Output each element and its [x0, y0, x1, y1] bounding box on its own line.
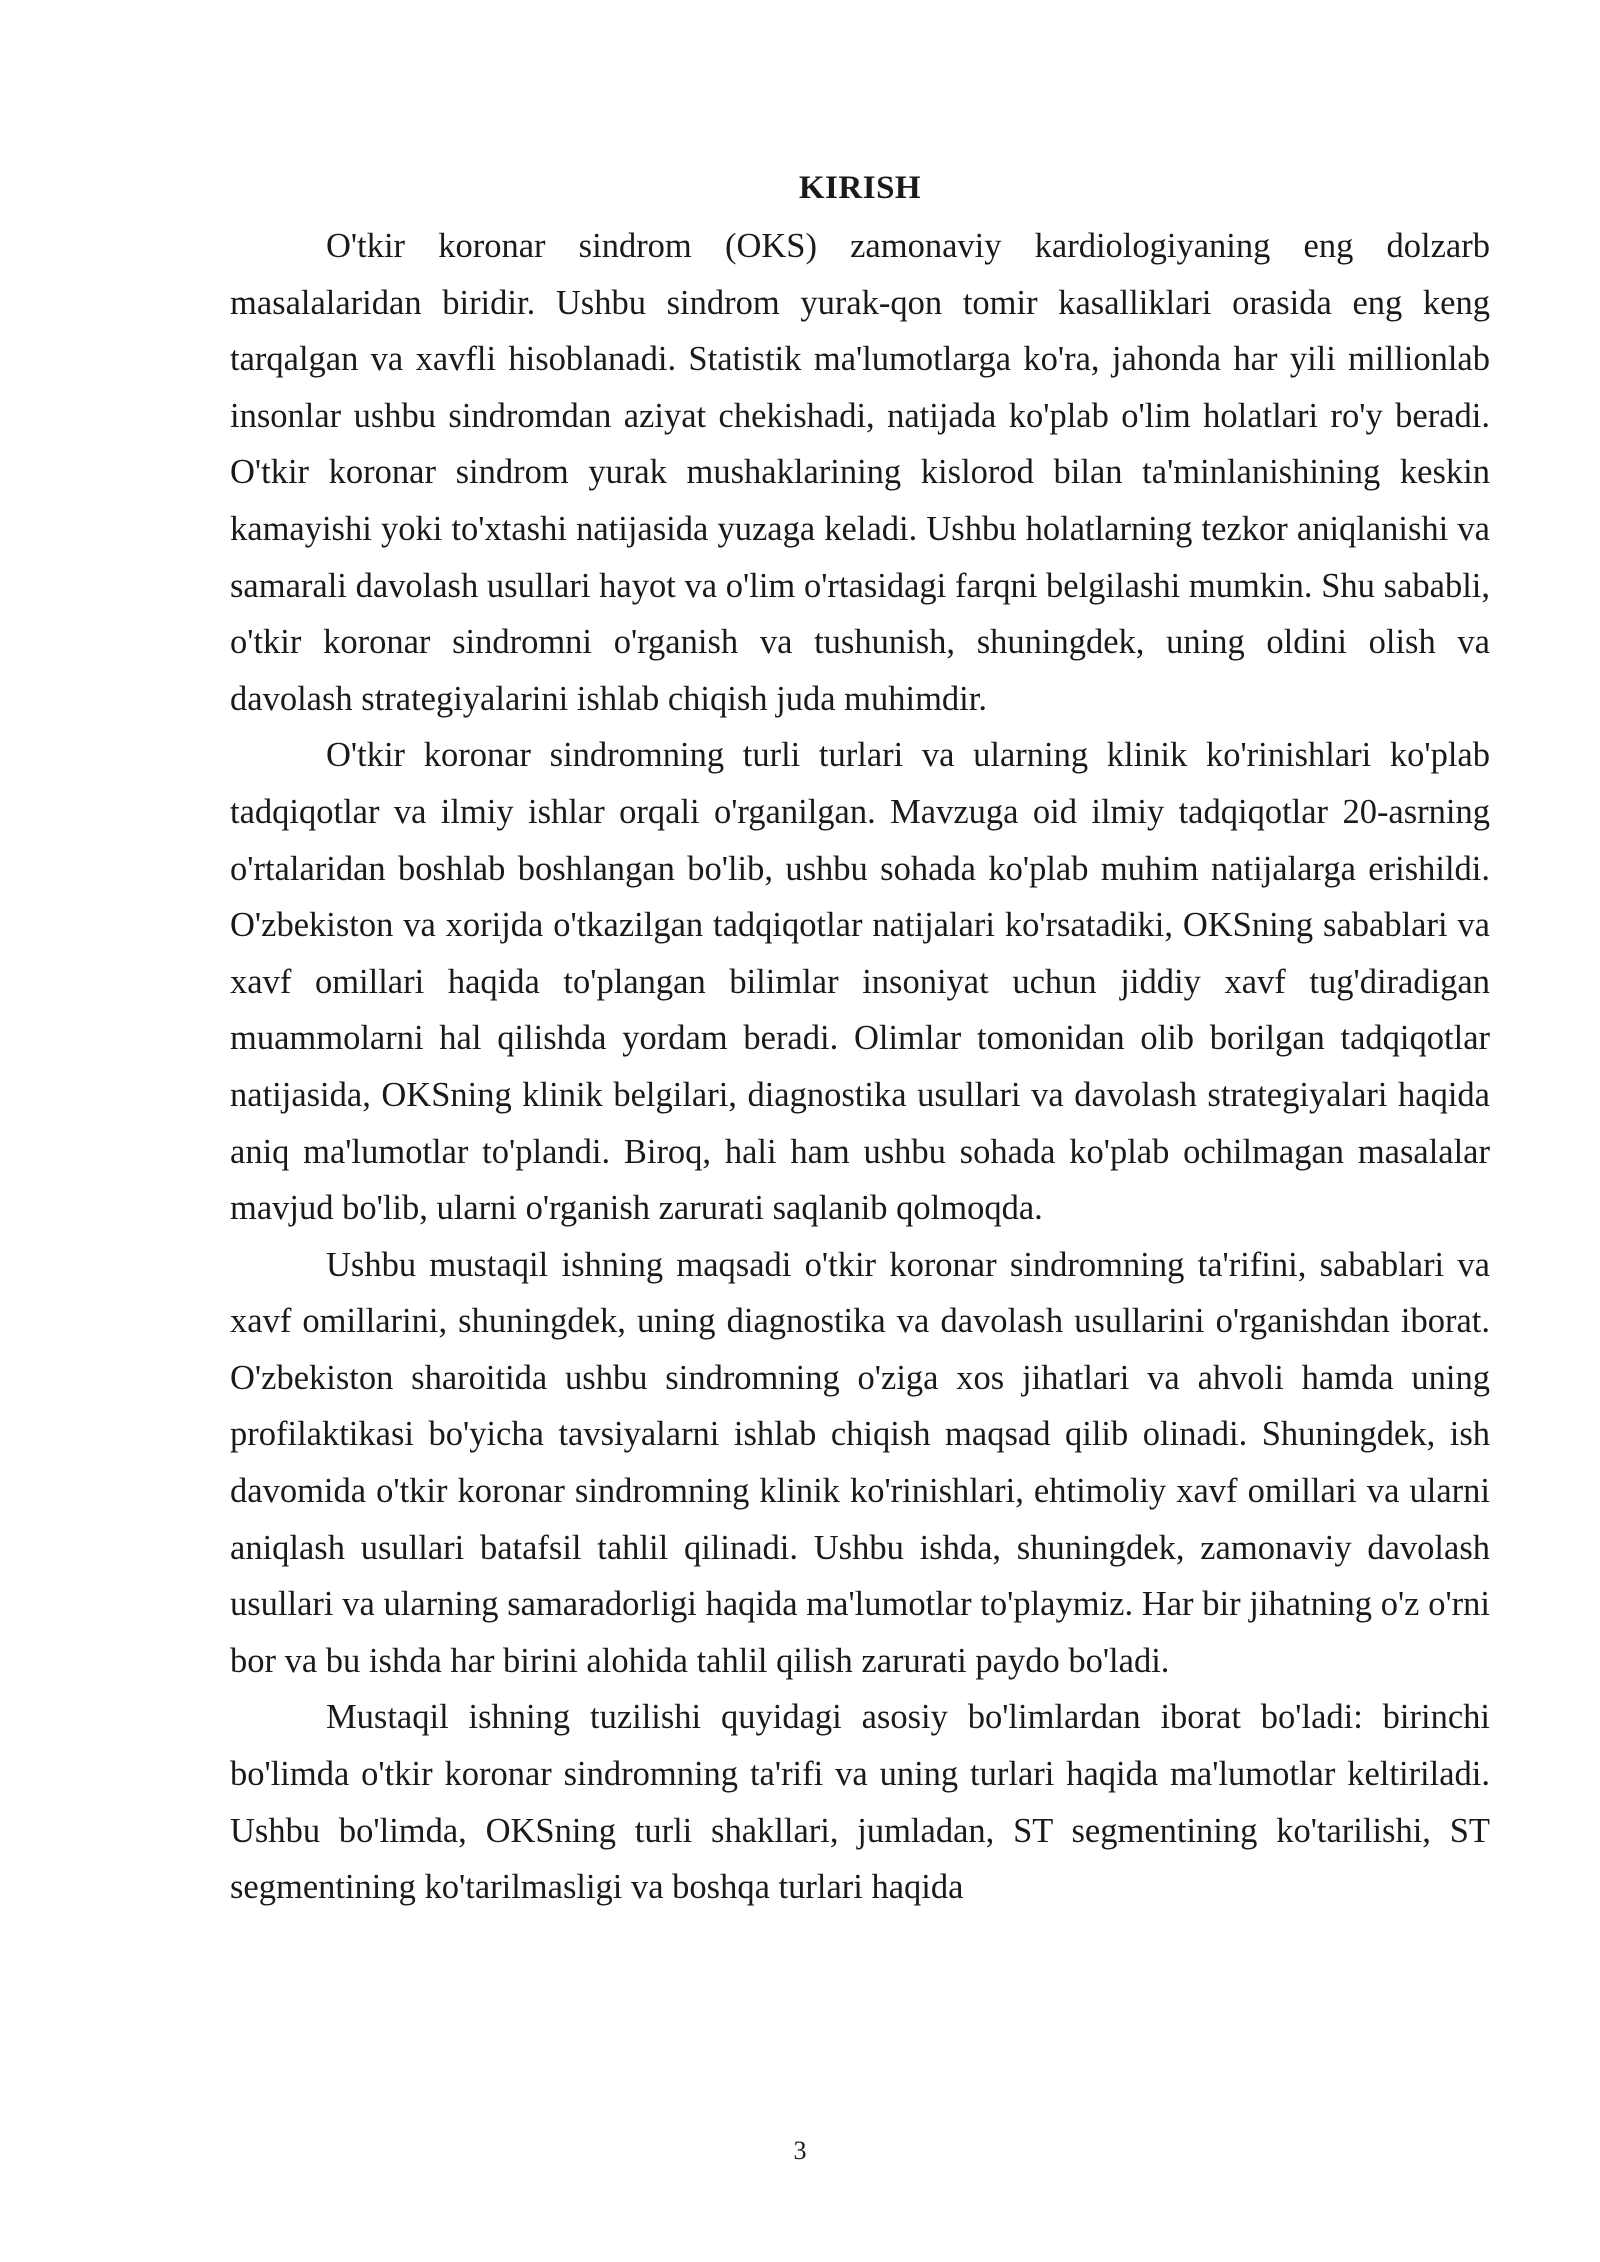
- section-title: KIRISH: [798, 170, 922, 206]
- paragraph-4: Mustaqil ishning tuzilishi quyidagi asosiy bo'limlardan iborat bo'ladi: birinchi bo'limda o'tkir koronar sindromning ta'rifi va uning turlari haqida ma'lumotlar keltiriladi. Ushbu bo'limda, OKSning turli shakllari, jumladan, ST segmentining ko'tarilishi, ST segmentining ko'tarilmasligi va boshqa turlari haqida: [230, 1698, 1490, 1907]
- page-number: 3: [793, 2136, 807, 2165]
- page-content: [230, 160, 1490, 1916]
- paragraph-3: Ushbu mustaqil ishning maqsadi o'tkir koronar sindromning ta'rifini, sabablari va xavf omillarini, shuningdek, uning diagnostika va davolash usullarini o'rganishdan iborat. O'zbekiston sharoitida ushbu sindromning o'ziga xos jihatlari va ahvoli hamda uning profilaktikasi bo'yicha tavsiyalarni ishlab chiqish maqsad qilib olinadi. Shuningdek, ish davomida o'tkir koronar sindromning klinik ko'rinishlari, ehtimoliy xavf omillari va ularni aniqlash usullari batafsil tahlil qilinadi. Ushbu ishda, shuningdek, zamonaviy davolash usullari va ularning samaradorligi haqida ma'lumotlar to'playmiz. Har bir jihatning o'z o'rni bor va bu ishda har birini alohida tahlil qilish zarurati paydo bo'ladi.: [230, 1245, 1490, 1680]
- paragraph-1: O'tkir koronar sindrom (OKS) zamonaviy kardiologiyaning eng dolzarb masalalaridan biridir. Ushbu sindrom yurak-qon tomir kasalliklari orasida eng keng tarqalgan va xavfli hisoblanadi. Statistik ma'lumotlarga ko'ra, jahonda har yili millionlab insonlar ushbu sindromdan aziyat chekishadi, natijada ko'plab o'lim holatlari ro'y beradi. O'tkir koronar sindrom yurak mushaklarining kislorod bilan ta'minlanishining keskin kamayishi yoki to'xtashi natijasida yuzaga keladi. Ushbu holatlarning tezkor aniqlanishi va samarali davolash usullari hayot va o'lim o'rtasidagi farqni belgilashi mumkin. Shu sababli, o'tkir koronar sindromni o'rganish va tushunish, shuningdek, uning oldini olish va davolash strategiyalarini ishlab chiqish juda muhimdir.: [230, 227, 1490, 718]
- paragraph-2: O'tkir koronar sindromning turli turlari va ularning klinik ko'rinishlari ko'plab tadqiqotlar va ilmiy ishlar orqali o'rganilgan. Mavzuga oid ilmiy tadqiqotlar 20-asrning o'rtalaridan boshlab boshlangan bo'lib, ushbu sohada ko'plab muhim natijalarga erishildi. O'zbekiston va xorijda o'tkazilgan tadqiqotlar natijalari ko'rsatadiki, OKSning sabablari va xavf omillari haqida to'plangan bilimlar insoniyat uchun jiddiy xavf tug'diradigan muammolarni hal qilishda yordam beradi. Olimlar tomonidan olib borilgan tadqiqotlar natijasida, OKSning klinik belgilari, diagnostika usullari va davolash strategiyalari haqida aniq ma'lumotlar to'plandi. Biroq, hali ham ushbu sohada ko'plab ochilmagan masalalar mavjud bo'lib, ularni o'rganish zarurati saqlanib qolmoqda.: [230, 736, 1490, 1228]
